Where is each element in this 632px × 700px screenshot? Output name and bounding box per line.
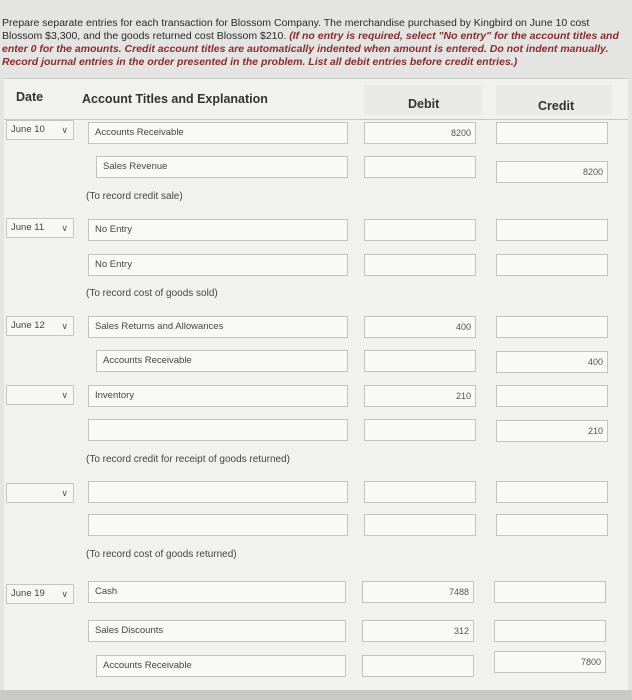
date-select-blank-1[interactable] [6,385,74,405]
account-input[interactable]: No Entry [88,219,348,241]
date-select-june19[interactable] [6,584,74,604]
credit-header: Credit [538,99,575,113]
chevron-down-icon: ∨ [61,589,68,599]
credit-input[interactable]: 7800 [494,651,606,673]
debit-input[interactable]: 7488 [362,581,474,603]
memo-text: (To record credit sale) [86,191,183,202]
account-input[interactable]: Accounts Receivable [96,655,346,677]
account-input[interactable]: Inventory [88,385,348,407]
account-input[interactable]: No Entry [88,254,348,276]
header-divider [4,119,628,120]
date-header: Date [16,90,44,104]
debit-input[interactable]: 312 [362,620,474,642]
credit-input[interactable] [496,385,608,407]
account-input[interactable] [88,419,348,441]
date-select-june11[interactable] [6,218,74,238]
bottom-edge [0,690,632,700]
debit-input[interactable] [364,481,476,503]
credit-input[interactable] [496,316,608,338]
chevron-down-icon: ∨ [61,223,68,233]
date-value: June 11 [11,222,45,233]
date-select-june12[interactable] [6,316,74,336]
problem-note: (If no entry is required, select "No entry" for the account titles and enter 0 for the amounts. Credit account titles are automatically indented when amount is entered. Do not indent manually. Record journal entries in the order presented in the problem. List all debit entries before credit entries.) [2,30,619,68]
credit-input[interactable] [496,254,608,276]
debit-input[interactable] [364,419,476,441]
journal-entry-table [4,78,628,700]
chevron-down-icon: ∨ [61,321,68,331]
date-value: June 10 [11,124,45,135]
memo-text: (To record cost of goods sold) [86,288,218,299]
credit-input[interactable] [496,514,608,536]
debit-header: Debit [408,97,440,111]
debit-input[interactable]: 210 [364,385,476,407]
problem-text: Prepare separate entries for each transaction for Blossom Company. The merchandise purchased by Kingbird on June 10 cost Blossom $3,300, and the goods returned cost Blossom $210. [2,17,590,42]
credit-input[interactable] [494,620,606,642]
credit-input[interactable] [496,122,608,144]
chevron-down-icon: ∨ [61,390,68,400]
debit-input[interactable] [364,254,476,276]
debit-input[interactable] [364,350,476,372]
account-input[interactable]: Accounts Receivable [96,350,348,372]
account-input[interactable]: Sales Discounts [88,620,346,642]
account-input[interactable]: Sales Revenue [96,156,348,178]
problem-instructions [2,17,622,69]
account-input[interactable] [88,514,348,536]
debit-input[interactable] [362,655,474,677]
date-value: June 19 [11,588,45,599]
account-input[interactable]: Accounts Receivable [88,122,348,144]
memo-text: (To record credit for receipt of goods returned) [86,454,290,465]
credit-input[interactable] [496,219,608,241]
date-value: June 12 [11,320,45,331]
credit-input[interactable]: 210 [496,420,608,442]
account-input[interactable]: Sales Returns and Allowances [88,316,348,338]
credit-input[interactable]: 8200 [496,161,608,183]
date-select-june10[interactable] [6,120,74,140]
debit-input[interactable] [364,219,476,241]
debit-input[interactable]: 8200 [364,122,476,144]
credit-input[interactable]: 400 [496,351,608,373]
date-select-blank-2[interactable] [6,483,74,503]
credit-input[interactable] [496,481,608,503]
memo-text: (To record cost of goods returned) [86,549,237,560]
credit-input[interactable] [494,581,606,603]
debit-input[interactable] [364,156,476,178]
chevron-down-icon: ∨ [61,125,68,135]
account-header: Account Titles and Explanation [82,92,268,106]
chevron-down-icon: ∨ [61,488,68,498]
debit-input[interactable]: 400 [364,316,476,338]
debit-input[interactable] [364,514,476,536]
account-input[interactable]: Cash [88,581,346,603]
account-input[interactable] [88,481,348,503]
